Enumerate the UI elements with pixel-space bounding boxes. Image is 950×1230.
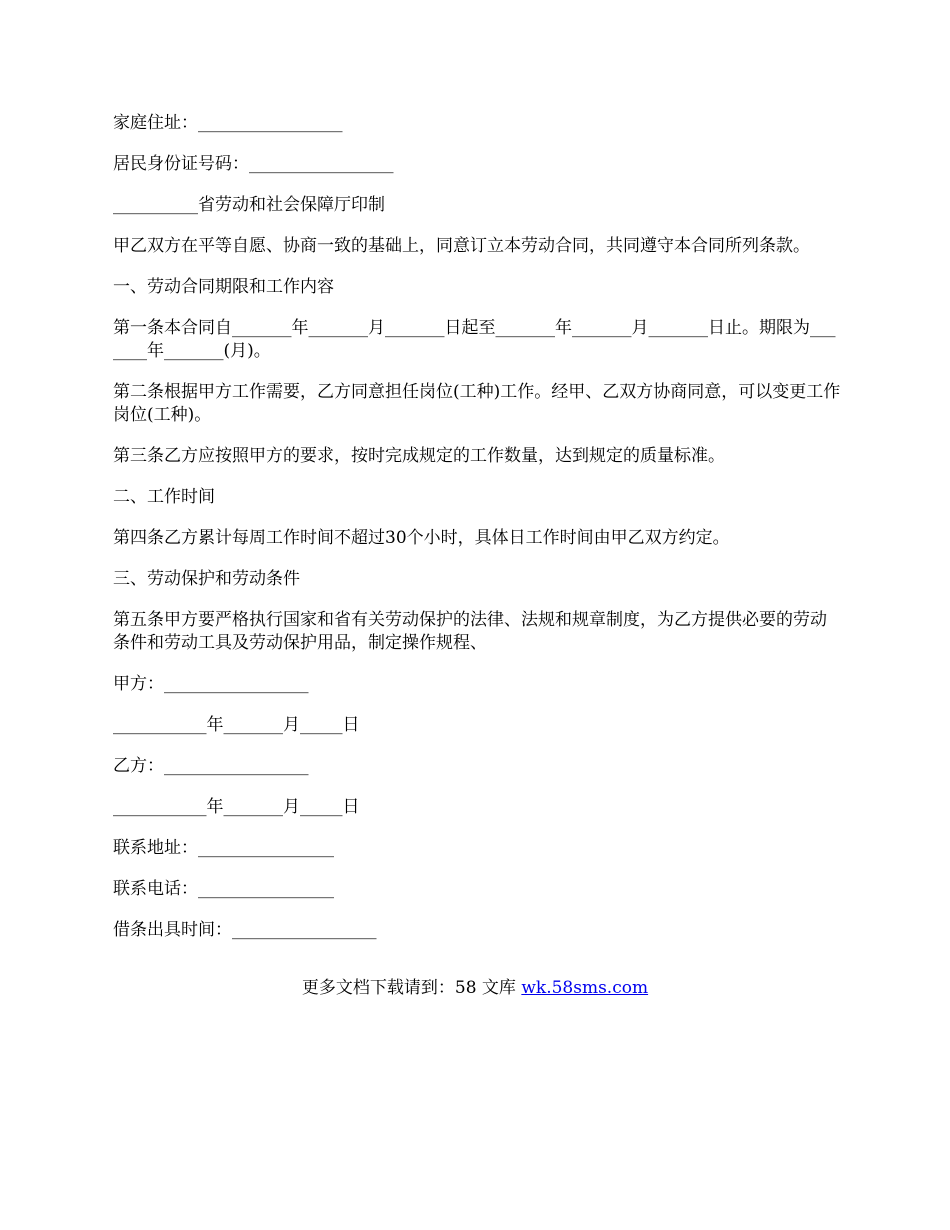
- footer-prefix: 更多文档下载请到：58 文库: [301, 978, 522, 998]
- party-a-signature-line: 甲方：_________________: [113, 674, 309, 694]
- contact-phone-line: 联系电话：________________: [113, 879, 334, 899]
- contact-address-line: 联系地址：________________: [113, 838, 334, 858]
- section-2-heading: 二、工作时间: [113, 487, 215, 507]
- article-5-paragraph: 第五条甲方要严格执行国家和省有关劳动保护的法律、法规和规章制度，为乙方提供必要的劳动条件和劳动工具及劳动保护用品，制定操作规程、: [113, 610, 827, 653]
- article-2-paragraph: 第二条根据甲方工作需要，乙方同意担任岗位(工种)工作。经甲、乙双方协商同意，可以变更工作岗位(工种)。: [113, 382, 841, 425]
- section-1-heading: 一、劳动合同期限和工作内容: [113, 277, 334, 297]
- printed-by-line: __________省劳动和社会保障厅印制: [113, 195, 385, 215]
- party-b-date-line: ___________年_______月_____日: [113, 797, 360, 817]
- footer-link[interactable]: wk.58sms.com: [521, 978, 649, 998]
- article-4-paragraph: 第四条乙方累计每周工作时间不超过30个小时，具体日工作时间由甲乙双方约定。: [113, 528, 730, 548]
- document-body: [113, 112, 841, 960]
- home-address-line: 家庭住址：_________________: [113, 113, 343, 133]
- section-3-heading: 三、劳动保护和劳动条件: [113, 569, 300, 589]
- preamble-paragraph: 甲乙双方在平等自愿、协商一致的基础上，同意订立本劳动合同，共同遵守本合同所列条款。: [113, 236, 810, 256]
- id-number-line: 居民身份证号码：_________________: [113, 154, 394, 174]
- issue-time-line: 借条出具时间：_________________: [113, 920, 377, 940]
- party-b-signature-line: 乙方：_________________: [113, 756, 309, 776]
- party-a-date-line: ___________年_______月_____日: [113, 715, 360, 735]
- article-1-paragraph: 第一条本合同自_______年_______月_______日起至_______年_______月_______日止。期限为_______年_______(月)。: [113, 318, 836, 361]
- footer: [0, 977, 950, 1000]
- article-3-paragraph: 第三条乙方应按照甲方的要求，按时完成规定的工作数量，达到规定的质量标准。: [113, 446, 725, 466]
